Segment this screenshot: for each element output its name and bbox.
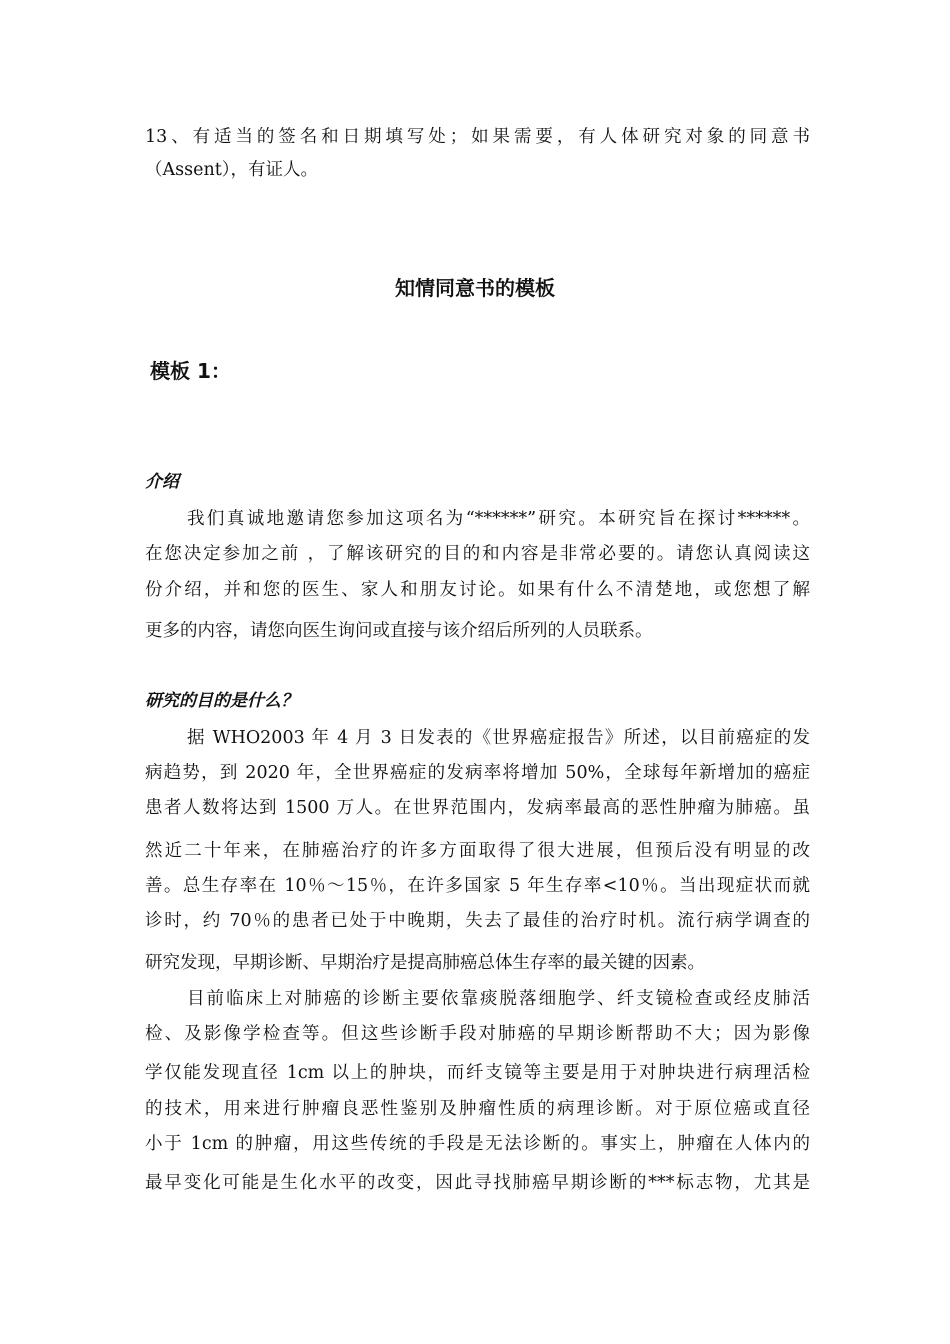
paragraph-line: 13、有适当的签名和日期填写处；如果需要，有人体研究对象的同意书 [145, 127, 810, 147]
paragraph-line: 善。总生存率在 10％～15％，在许多国家 5 年生存率<10％。当出现症状而就 [145, 876, 810, 896]
paragraph-line: 诊时，约 70％的患者已处于中晚期，失去了最佳的治疗时机。流行病学调查的 [145, 911, 810, 931]
paragraph-line: 份介绍，并和您的医生、家人和朋友讨论。如果有什么不清楚地，或您想了解 [145, 580, 810, 600]
paragraph-line: 学仅能发现直径 1cm 以上的肿块，而纤支镜等主要是用于对肿块进行病理活检 [145, 1063, 810, 1083]
paragraph-line: 小于 1cm 的肿瘤，用这些传统的手段是无法诊断的。事实上，肿瘤在人体内的 [145, 1134, 810, 1154]
paragraph-line: 患者人数将达到 1500 万人。在世界范围内，发病率最高的恶性肿瘤为肺癌。虽 [145, 798, 810, 818]
paragraph-line: 的技术，用来进行肿瘤良恶性鉴别及肿瘤性质的病理诊断。对于原位癌或直径 [145, 1099, 810, 1119]
template-heading: 模板 1： [150, 359, 231, 383]
paragraph-line: 在您决定参加之前 ，了解该研究的目的和内容是非常必要的。请您认真阅读这 [145, 544, 810, 564]
paragraph-line: 然近二十年来，在肺癌治疗的许多方面取得了很大进展，但预后没有明显的改 [145, 841, 810, 861]
paragraph-line: （Assent），有证人。 [145, 160, 319, 180]
paragraph-line: 研究发现，早期诊断、早期治疗是提高肺癌总体生存率的最关键的因素。 [145, 953, 705, 973]
paragraph-line: 最早变化可能是生化水平的改变，因此寻找肺癌早期诊断的***标志物，尤其是 [145, 1173, 810, 1193]
document-title: 知情同意书的模板 [395, 276, 555, 300]
paragraph-line: 我们真诚地邀请您参加这项名为“******”研究。本研究旨在探讨******。 [187, 509, 810, 529]
section-heading-purpose: 研究的目的是什么？ [145, 691, 298, 711]
paragraph-line: 更多的内容，请您向医生询问或直接与该介绍后所列的人员联系。 [145, 621, 653, 641]
paragraph-line: 据 WHO2003 年 4 月 3 日发表的《世界癌症报告》所述，以目前癌症的发 [187, 728, 810, 748]
section-heading-intro: 介绍 [145, 472, 179, 492]
paragraph-line: 目前临床上对肺癌的诊断主要依靠痰脱落细胞学、纤支镜检查或经皮肺活 [187, 989, 810, 1009]
paragraph-line: 检、及影像学检查等。但这些诊断手段对肺癌的早期诊断帮助不大；因为影像 [145, 1024, 810, 1044]
paragraph-line: 病趋势，到 2020 年，全世界癌症的发病率将增加 50%，全球每年新增加的癌症 [145, 763, 810, 783]
